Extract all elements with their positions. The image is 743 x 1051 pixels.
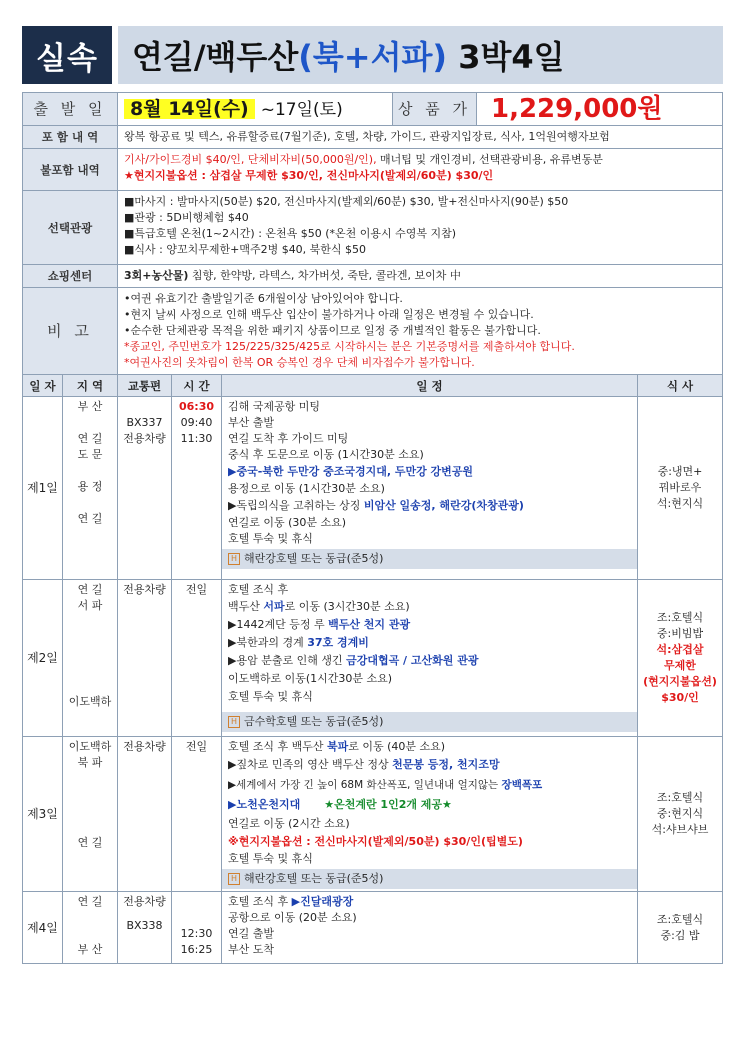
day-regions xyxy=(63,397,118,580)
day-label: 제4일 xyxy=(23,892,63,964)
meal-option: 무제한 xyxy=(664,659,696,672)
meal: 조:호텔식 xyxy=(656,912,704,926)
itinerary-line: 이도백하로 이동(1시간30분 소요) xyxy=(228,672,393,685)
day-meals xyxy=(638,737,723,892)
day-times xyxy=(172,892,222,964)
itinerary-option: ※현지지불옵션 : 전신마사지(발제외/50분) $30/인(팁별도) xyxy=(228,835,523,848)
itinerary-text: 호텔 조식 후 백두산 xyxy=(228,740,327,753)
include-text: 왕복 항공료 및 텍스, 유류할증료(7월기준), 호텔, 차량, 가이드, 관광지입장료, 식사, 1억원여행자보험 xyxy=(118,126,723,149)
hotel-icon: H xyxy=(228,873,240,885)
itinerary-text: ▶짚차로 민족의 영산 백두산 정상 xyxy=(228,758,393,771)
itinerary-line xyxy=(222,739,637,755)
day-meals xyxy=(638,397,723,580)
itinerary-text: ▶독립의식을 고취하는 상징 xyxy=(228,499,364,512)
note-item: •여권 유효기간 출발일기준 6개월이상 남아있어야 합니다. xyxy=(124,292,403,305)
vehicle: 전용차량 xyxy=(123,895,166,908)
time: 09:40 xyxy=(180,416,213,429)
itinerary-line xyxy=(222,894,637,910)
itinerary-line: 연길로 이동 (30분 소요) xyxy=(228,516,347,529)
hotel-icon: H xyxy=(228,553,240,565)
day-transport xyxy=(118,397,172,580)
region: 도 문 xyxy=(77,448,103,461)
region: 서 파 xyxy=(77,599,103,612)
region: 연 길 xyxy=(77,583,103,596)
col-transport: 교통편 xyxy=(118,375,172,397)
itinerary-text: ▶1442계단 등정 루 xyxy=(228,618,329,631)
badge: 실속 xyxy=(22,26,112,84)
col-region: 지 역 xyxy=(63,375,118,397)
time: 16:25 xyxy=(180,943,213,956)
hotel-icon: H xyxy=(228,716,240,728)
tour-document xyxy=(22,26,723,964)
info-table xyxy=(22,92,723,375)
col-itinerary: 일 정 xyxy=(222,375,638,397)
itinerary-line: 연길로 이동 (2시간 소요) xyxy=(228,817,350,830)
itinerary-highlight: ▶진달래광장 xyxy=(291,895,354,908)
day-meals xyxy=(638,580,723,737)
itinerary-line: 연길 출발 xyxy=(228,927,275,940)
itinerary-highlight: 서파 xyxy=(263,600,285,613)
meal: 중:김 밥 xyxy=(660,928,700,942)
vehicle: 전용차량 xyxy=(123,432,166,445)
day-time: 전일 xyxy=(172,580,222,737)
day-label: 제1일 xyxy=(23,397,63,580)
itinerary-line: 호텔 투숙 및 휴식 xyxy=(228,852,313,865)
itinerary-text: 로 이동 (3시간30분 소요) xyxy=(284,600,410,613)
region: 부 산 xyxy=(77,400,103,413)
itinerary-line xyxy=(222,652,637,670)
day-itinerary xyxy=(222,892,638,964)
day-itinerary xyxy=(222,397,638,580)
itinerary-text: 백두산 xyxy=(228,600,264,613)
meal: 중:현지식 xyxy=(656,807,704,820)
hotel-name: 해란강호텔 또는 동급(준5성) xyxy=(244,552,384,565)
exclude-text xyxy=(118,149,723,191)
time: 11:30 xyxy=(180,432,213,445)
itinerary-line: 연길 도착 후 가이드 미팅 xyxy=(228,432,349,445)
meal: 석:샤브샤브 xyxy=(651,823,709,836)
itinerary-line: 부산 도착 xyxy=(228,943,275,956)
hotel-bar xyxy=(222,869,637,889)
meal: 중:비빔밥 xyxy=(656,627,704,640)
shopping-label: 쇼핑센터 xyxy=(23,265,118,288)
itinerary-text: ▶북한과의 경계 xyxy=(228,636,308,649)
itinerary-highlight: 장백폭포 xyxy=(501,779,543,791)
day-times xyxy=(172,397,222,580)
meal: 꿔바로우 xyxy=(658,481,702,494)
region: 이도백하 xyxy=(68,695,112,708)
day-regions xyxy=(63,737,118,892)
col-day: 일 자 xyxy=(23,375,63,397)
itinerary-line: 공항으로 이동 (20분 소요) xyxy=(228,911,357,924)
optional-label: 선택관광 xyxy=(23,191,118,265)
day-transport: 전용차량 xyxy=(118,580,172,737)
exclude-option: ★현지지불옵션 : 삼겹살 무제한 $30/인, 전신마사지(발제외/60분) $30/인 xyxy=(124,169,494,182)
title-suffix: 3박4일 xyxy=(447,38,565,76)
day-row xyxy=(23,737,723,892)
day-label: 제2일 xyxy=(23,580,63,737)
note-warning: *여권사진의 옷차림이 한복 OR 승복인 경우 단체 비자접수가 불가합니다. xyxy=(124,356,475,369)
itinerary-line: 김해 국제공항 미팅 xyxy=(228,400,321,413)
meal: 중:냉면+ xyxy=(657,465,703,478)
exclude-red: 기사/가이드경비 $40/인, 단체비자비(50,000원/인), xyxy=(124,153,377,166)
shopping-count: 3회+농산물) xyxy=(124,269,189,282)
itinerary-highlight: 백두산 천지 관광 xyxy=(328,618,411,631)
itinerary-highlight: ▶노천온천지대 xyxy=(228,798,301,811)
note-item: •순수한 단체관광 목적을 위한 패키지 상품이므로 일정 중 개별적인 활동은 불가합니다. xyxy=(124,324,541,337)
itinerary-line xyxy=(222,634,637,652)
region: 부 산 xyxy=(77,943,103,956)
optional-list xyxy=(118,191,723,265)
itinerary-text: 로 이동 (40분 소요) xyxy=(348,740,446,753)
day-row xyxy=(23,892,723,964)
itinerary-text: ▶세계에서 가장 긴 높이 68M 화산폭포, 일년내내 얼지않는 xyxy=(228,779,502,791)
itinerary-highlight: 금강대협곡 / 고산화원 관광 xyxy=(346,654,479,667)
include-label: 포 함 내 역 xyxy=(23,126,118,149)
flight-number: BX338 xyxy=(126,919,163,932)
page-title xyxy=(118,26,723,84)
price-label: 상 품 가 xyxy=(393,93,477,126)
region: 북 파 xyxy=(77,756,103,769)
region: 용 정 xyxy=(77,480,103,493)
note-warning: *종교인, 주민번호가 125/225/325/425로 시작하시는 분은 기본증명서를 제출하셔야 합니다. xyxy=(124,340,575,353)
exclude-label: 불포함 내역 xyxy=(23,149,118,191)
region: 이도백하 xyxy=(68,740,112,753)
day-transport xyxy=(118,892,172,964)
itinerary-text: 호텔 조식 후 xyxy=(228,895,292,908)
meal-option: $30/인 xyxy=(661,691,699,704)
title-highlight: (북+서파) xyxy=(298,38,448,76)
itinerary-line: 용정으로 이동 (1시간30분 소요) xyxy=(228,482,385,495)
note-item: •현지 날씨 사정으로 인해 백두산 입산이 불가하거나 아래 일정은 변경될 수 있습니다. xyxy=(124,308,534,321)
time: 06:30 xyxy=(178,400,214,413)
itinerary-line xyxy=(222,755,637,775)
region: 연 길 xyxy=(77,836,103,849)
region: 연 길 xyxy=(77,895,103,908)
itinerary-highlight: 비암산 일송정, 해란강(차창관광) xyxy=(363,499,524,512)
depart-date xyxy=(118,93,393,126)
region: 연 길 xyxy=(77,432,103,445)
hotel-bar xyxy=(222,712,637,732)
meal: 조:호텔식 xyxy=(656,611,704,624)
header xyxy=(22,26,723,84)
time: 12:30 xyxy=(180,927,213,940)
shopping-items: 침향, 한약방, 라텍스, 차가버섯, 죽탄, 콜라겐, 보이차 中 xyxy=(188,269,461,282)
shopping-text xyxy=(118,265,723,288)
day-row xyxy=(23,580,723,737)
return-date: ~17일(토) xyxy=(260,99,343,120)
itinerary-highlight: 북파 xyxy=(327,740,349,753)
exclude-black: 매너팁 및 개인경비, 선택관광비용, 유류변동분 xyxy=(376,153,603,166)
optional-item: ■관광 : 5D비행체험 $40 xyxy=(124,211,249,224)
optional-item: ■특급호텔 온천(1~2시간) : 온천욕 $50 (*온천 이용시 수영복 지참) xyxy=(124,227,457,240)
col-meal: 식 사 xyxy=(638,375,723,397)
note-list xyxy=(118,288,723,375)
itinerary-line: 부산 출발 xyxy=(228,416,275,429)
itinerary-line: 중식 후 도문으로 이동 (1시간30분 소요) xyxy=(228,448,424,461)
note-label: 비 고 xyxy=(23,288,118,375)
itinerary-line: 호텔 투숙 및 휴식 xyxy=(228,690,313,703)
itinerary-highlight: ▶중국-북한 두만강 중조국경지대, 두만강 강변공원 xyxy=(228,465,474,478)
meal-option: 석:삼겹살 xyxy=(656,643,704,656)
hotel-name: 해란강호텔 또는 동급(준5성) xyxy=(244,872,384,885)
meal-option: (현지지불옵션) xyxy=(643,675,717,688)
meal: 석:현지식 xyxy=(656,497,704,510)
day-transport: 전용차량 xyxy=(118,737,172,892)
title-main: 연길/백두산 xyxy=(132,38,299,76)
itinerary-bonus: ★온천계란 1인2개 제공★ xyxy=(324,798,452,811)
depart-label: 출 발 일 xyxy=(23,93,118,126)
optional-item: ■마사지 : 발마사지(50분) $20, 전신마사지(발제외/60분) $30, 발+전신마사지(90분) $50 xyxy=(124,195,569,208)
itinerary-line: 호텔 투숙 및 휴식 xyxy=(228,532,313,545)
day-label: 제3일 xyxy=(23,737,63,892)
day-itinerary xyxy=(222,737,638,892)
meal: 조:호텔식 xyxy=(656,791,704,804)
price-value: 1,229,000원 xyxy=(477,93,723,126)
day-row xyxy=(23,397,723,580)
itinerary-text: ▶용암 분출로 인해 생긴 xyxy=(228,654,347,667)
optional-item: ■식사 : 양꼬치무제한+맥주2병 $40, 북한식 $50 xyxy=(124,243,367,256)
day-regions xyxy=(63,892,118,964)
itinerary-line xyxy=(222,616,637,634)
itinerary-line xyxy=(222,598,637,616)
depart-date-highlight: 8월 14일(수) xyxy=(124,99,255,119)
hotel-bar xyxy=(222,549,637,569)
itinerary-highlight: 37호 경계비 xyxy=(307,636,369,649)
day-regions xyxy=(63,580,118,737)
itinerary-line xyxy=(222,795,637,815)
flight-number: BX337 xyxy=(126,416,163,429)
itinerary-line xyxy=(222,775,637,795)
itinerary-line xyxy=(222,497,637,515)
itinerary-line: 호텔 조식 후 xyxy=(228,583,289,596)
hotel-name: 금수학호텔 또는 동급(준5성) xyxy=(244,715,384,728)
day-time: 전일 xyxy=(172,737,222,892)
itinerary-highlight: 천문봉 등정, 천지조망 xyxy=(392,758,500,771)
day-itinerary xyxy=(222,580,638,737)
col-time: 시 간 xyxy=(172,375,222,397)
schedule-table xyxy=(22,374,723,964)
day-meals xyxy=(638,892,723,964)
region: 연 길 xyxy=(77,512,103,525)
